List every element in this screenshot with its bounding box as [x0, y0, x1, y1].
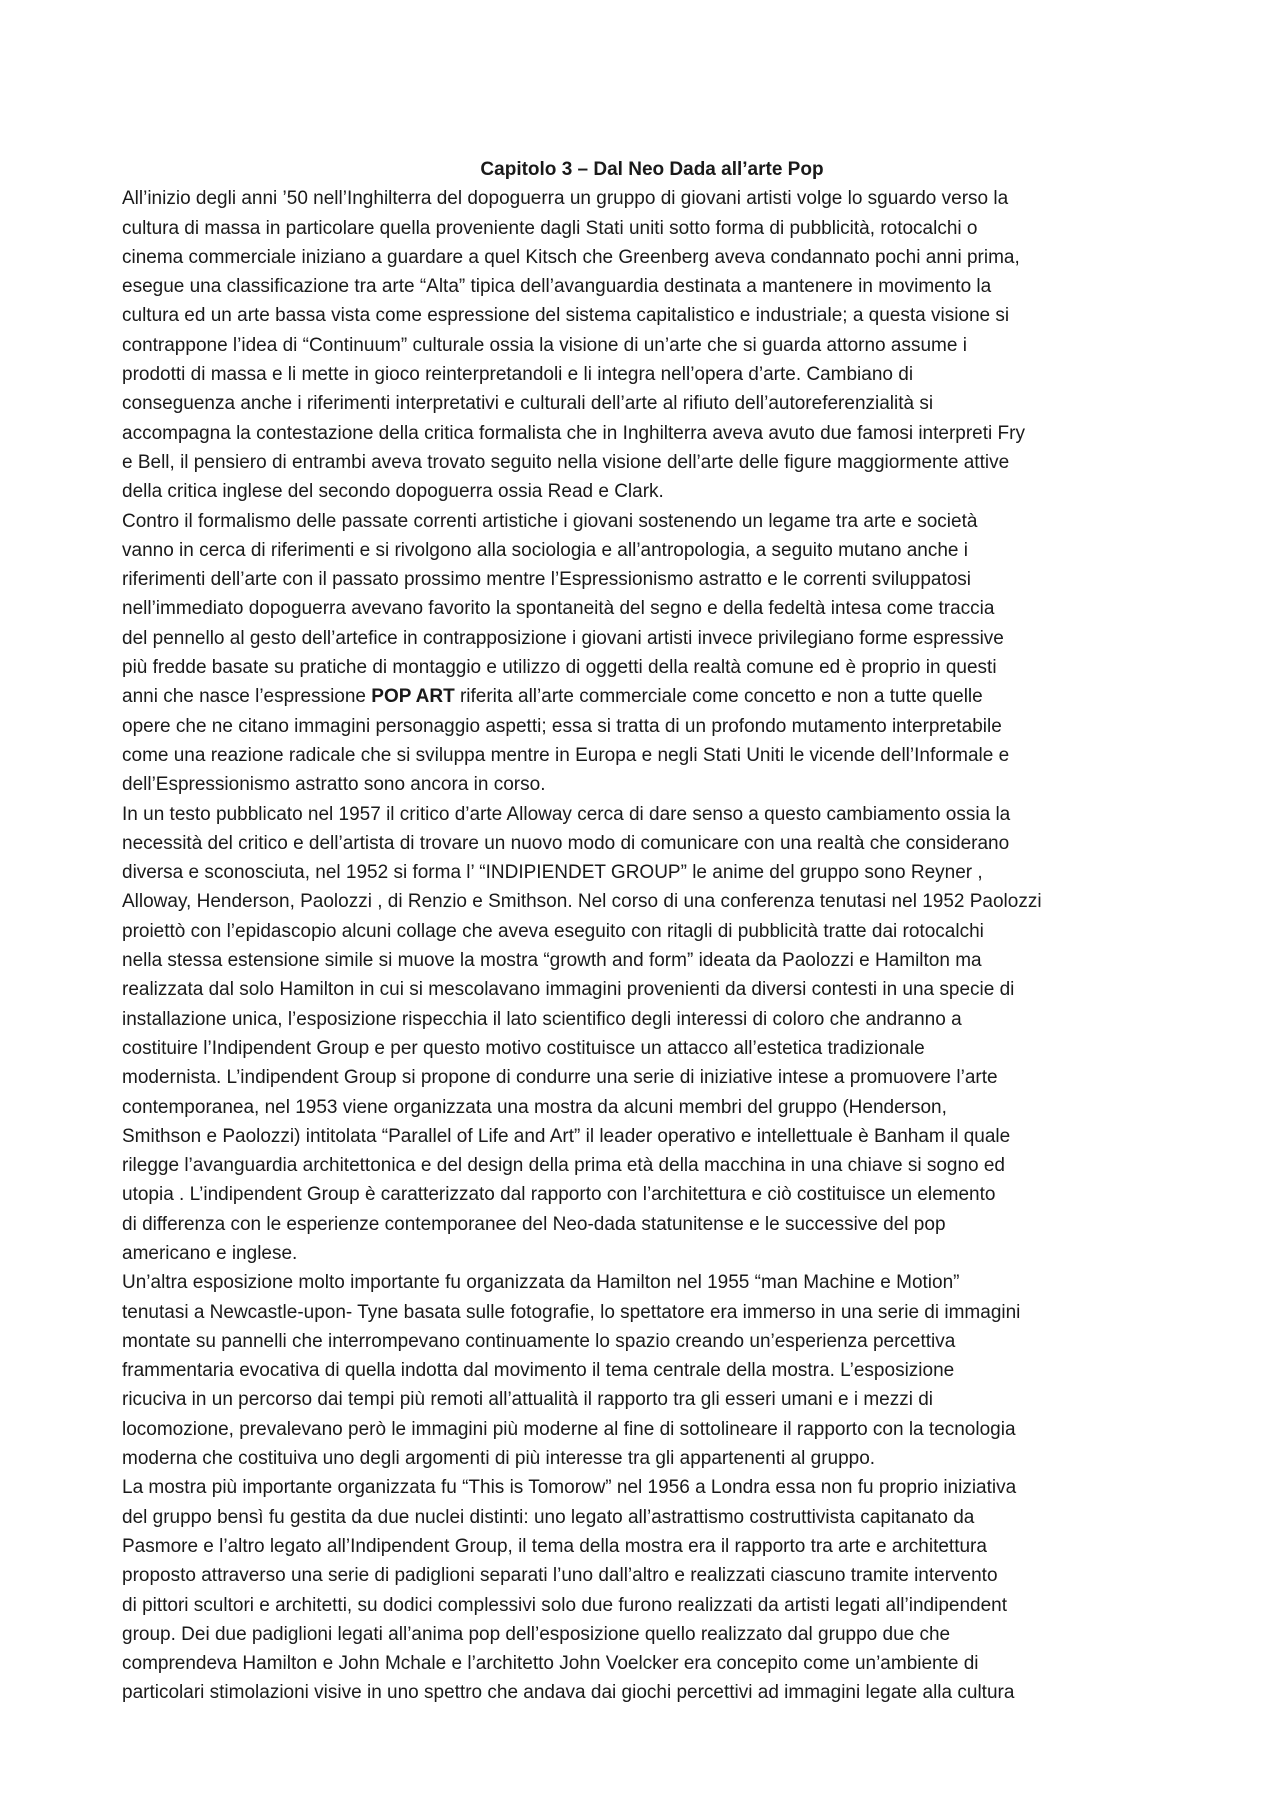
text-line: come una reazione radicale che si sviluppa mentre in Europa e negli Stati Uniti le vicende dell’Informale e [122, 744, 1010, 766]
paragraph [122, 507, 1168, 800]
text-line: moderna che costituiva uno degli argomenti di più interesse tra gli appartenenti al gruppo. [122, 1448, 876, 1470]
text-line: ricuciva in un percorso dai tempi più remoti all’attualità il rapporto tra gli esseri umani e i mezzi di [122, 1389, 934, 1411]
text-line: esegue una classificazione tra arte “Alta” tipica dell’avanguardia destinata a mantenere in movimento la [122, 276, 992, 298]
document-body [122, 155, 1168, 1708]
text-line: modernista. L’indipendent Group si propone di condurre una serie di iniziative intese a promuovere l’arte [122, 1067, 998, 1089]
text-line: necessità del critico e dell’artista di trovare un nuovo modo di comunicare con una realtà che considerano [122, 832, 1010, 854]
pop-art-term: POP ART [371, 686, 455, 708]
text-line: di differenza con le esperienze contemporanee del Neo-dada statunitense e le successive del pop [122, 1213, 946, 1235]
text-line: prodotti di massa e li mette in gioco reinterpretandoli e li integra nell’opera d’arte. Cambiano di [122, 364, 914, 386]
text-line: proposto attraverso una serie di padiglioni separati l’uno dall’altro e realizzati ciascuno tramite intervento [122, 1565, 998, 1587]
text-span: anni che nasce l’espressione [122, 686, 372, 708]
text-line: realizzata dal solo Hamilton in cui si mescolavano immagini provenienti da diversi contesti in una specie di [122, 979, 1015, 1001]
text-line: vanno in cerca di riferimenti e si rivolgono alla sociologia e all’antropologia, a seguito mutano anche i [122, 539, 968, 561]
text-line [122, 682, 1168, 711]
text-line: cultura ed un arte bassa vista come espressione del sistema capitalistico e industriale; a questa visione si [122, 305, 1010, 327]
text-line: accompagna la contestazione della critica formalista che in Inghilterra aveva avuto due famosi interpreti Fry [122, 422, 1025, 444]
text-line: All’inizio degli anni ’50 nell’Inghilterra del dopoguerra un gruppo di giovani artisti volge lo sguardo verso la [122, 188, 1009, 210]
text-span: riferita all’arte commerciale come concetto e non a tutte quelle [454, 686, 983, 708]
text-line: group. Dei due padiglioni legati all’anima pop dell’esposizione quello realizzato dal gruppo due che [122, 1623, 951, 1645]
text-line: rilegge l’avanguardia architettonica e del design della prima età della macchina in una chiave si sogno ed [122, 1155, 1005, 1177]
text-line: Smithson e Paolozzi) intitolata “Parallel of Life and Art” il leader operativo e intellettuale è Banham il quale [122, 1125, 1011, 1147]
text-line: dell’Espressionismo astratto sono ancora in corso. [122, 774, 546, 796]
text-line: cinema commerciale iniziano a guardare a quel Kitsch che Greenberg aveva condannato pochi anni prima, [122, 246, 1020, 268]
text-line: americano e inglese. [122, 1242, 298, 1264]
text-line: locomozione, prevalevano però le immagini più moderne al fine di sottolineare il rapporto con la tecnologia [122, 1418, 1016, 1440]
chapter-title: Capitolo 3 – Dal Neo Dada all’arte Pop [480, 159, 824, 180]
text-line: del gruppo bensì fu gestita da due nuclei distinti: uno legato all’astrattismo costruttivista capitanato da [122, 1506, 975, 1528]
text-line: nell’immediato dopoguerra avevano favorito la spontaneità del segno e della fedeltà intesa come traccia [122, 598, 995, 620]
text-line: La mostra più importante organizzata fu “This is Tomorow” nel 1956 a Londra essa non fu proprio iniziativa [122, 1477, 1017, 1499]
text-line: conseguenza anche i riferimenti interpretativi e culturali dell’arte al rifiuto dell’autoreferenzialità si [122, 393, 934, 415]
text-line: proiettò con l’epidascopio alcuni collage che aveva eseguito con ritagli di pubblicità tratte dai rotocalchi [122, 920, 984, 942]
text-line: utopia . L’indipendent Group è caratterizzato dal rapporto con l’architettura e ciò costituisce un elemento [122, 1184, 996, 1206]
text-line: particolari stimolazioni visive in uno spettro che andava dai giochi percettivi ad immagini legate alla cultura [122, 1682, 1015, 1704]
text-line: Un’altra esposizione molto importante fu organizzata da Hamilton nel 1955 “man Machine e Motion” [122, 1272, 960, 1294]
text-line: frammentaria evocativa di quella indotta dal movimento il tema centrale della mostra. L’esposizione [122, 1360, 955, 1382]
text-line: tenutasi a Newcastle-upon- Tyne basata sulle fotografie, lo spettatore era immerso in una serie di immagini [122, 1301, 1021, 1323]
text-line: Contro il formalismo delle passate correnti artistiche i giovani sostenendo un legame tra arte e società [122, 510, 978, 532]
text-line: Pasmore e l’altro legato all’Indipendent Group, il tema della mostra era il rapporto tra arte e architettura [122, 1535, 987, 1557]
text-line: In un testo pubblicato nel 1957 il critico d’arte Alloway cerca di dare senso a questo cambiamento ossia la [122, 803, 1011, 825]
text-line: installazione unica, l’esposizione rispecchia il lato scientifico degli interessi di coloro che andranno a [122, 1008, 962, 1030]
text-line: della critica inglese del secondo dopoguerra ossia Read e Clark. [122, 481, 664, 503]
text-line: nella stessa estensione simile si muove la mostra “growth and form” ideata da Paolozzi e Hamilton ma [122, 950, 982, 972]
paragraph [122, 800, 1168, 1269]
text-line: di pittori scultori e architetti, su dodici complessivi solo due furono realizzati da artisti legati all’indipendent [122, 1594, 1008, 1616]
text-line: riferimenti dell’arte con il passato prossimo mentre l’Espressionismo astratto e le correnti sviluppatosi [122, 569, 972, 591]
paragraph [122, 1268, 1168, 1473]
text-line: opere che ne citano immagini personaggio aspetti; essa si tratta di un profondo mutamento interpretabile [122, 715, 1002, 737]
paragraph [122, 1473, 1168, 1707]
text-line: più fredde basate su pratiche di montaggio e utilizzo di oggetti della realtà comune ed è proprio in questi [122, 657, 997, 679]
text-line: cultura di massa in particolare quella proveniente dagli Stati uniti sotto forma di pubblicità, rotocalchi o [122, 217, 978, 239]
text-line: comprendeva Hamilton e John Mchale e l’architetto John Voelcker era concepito come un’ambiente di [122, 1653, 979, 1675]
paragraphs-container [122, 184, 1168, 1707]
text-line: diversa e sconosciuta, nel 1952 si forma l’ “INDIPIENDET GROUP” le anime del gruppo sono Reyner , [122, 862, 983, 884]
text-line: contemporanea, nel 1953 viene organizzata una mostra da alcuni membri del gruppo (Henderson, [122, 1096, 947, 1118]
text-line: Alloway, Henderson, Paolozzi , di Renzio e Smithson. Nel corso di una conferenza tenutasi nel 1952 Paolozzi [122, 891, 1042, 913]
text-line: e Bell, il pensiero di entrambi aveva trovato seguito nella visione dell’arte delle figure maggiormente attive [122, 451, 1010, 473]
paragraph [122, 184, 1168, 506]
text-line: montate su pannelli che interrompevano continuamente lo spazio creando un’esperienza percettiva [122, 1330, 956, 1352]
text-line: del pennello al gesto dell’artefice in contrapposizione i giovani artisti invece privilegiano forme espressive [122, 627, 1004, 649]
text-line: costituire l’Indipendent Group e per questo motivo costituisce un attacco all’estetica tradizionale [122, 1037, 925, 1059]
text-line: contrappone l’idea di “Continuum” culturale ossia la visione di un’arte che si guarda attorno assume i [122, 334, 967, 356]
